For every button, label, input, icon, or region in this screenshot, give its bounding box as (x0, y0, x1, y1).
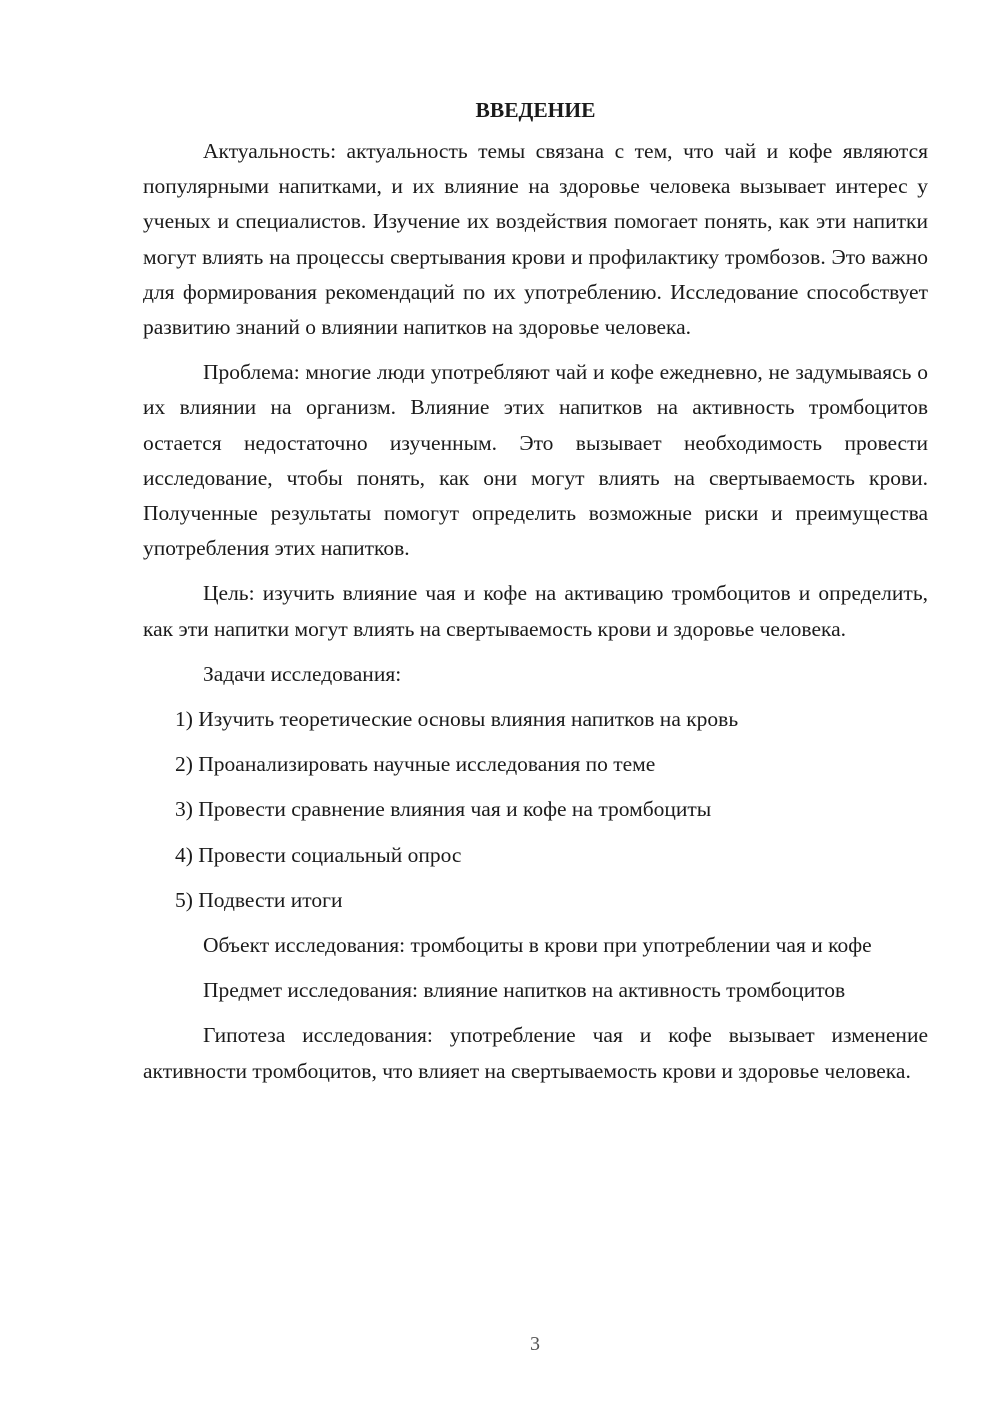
hypothesis-paragraph: Гипотеза исследования: употребление чая и кофе вызывает изменение активности тромбоцитов, что влияет на свертываемость крови и здоровье человека. (143, 1023, 928, 1083)
list-item: 3) Провести сравнение влияния чая и кофе на тромбоциты (175, 797, 712, 822)
subject-paragraph: Предмет исследования: влияние напитков на активность тромбоцитов (203, 978, 846, 1003)
list-item: 1) Изучить теоретические основы влияния напитков на кровь (175, 707, 739, 732)
problem-paragraph: Проблема: многие люди употребляют чай и кофе ежедневно, не задумываясь о их влиянии на организм. Влияние этих напитков на активность тромбоцитов остается недостаточно изученным. Это вызывает необходимость провести исследование, чтобы понять, как они могут влиять на свертываемость крови. Полученные результаты помогут определить возможные риски и преимущества употребления этих напитков. (143, 360, 928, 561)
page-title: ВВЕДЕНИЕ (475, 98, 596, 122)
relevance-paragraph: Актуальность: актуальность темы связана с тем, что чай и кофе являются популярными напитками, и их влияние на здоровье человека вызывает интерес у ученых и специалистов. Изучение их воздействия помогает понять, как эти напитки могут влиять на процессы свертывания крови и профилактику тромбозов. Это важно для формирования рекомендаций по их употреблению. Исследование способствует развитию знаний о влиянии напитков на здоровье человека. (143, 139, 928, 340)
object-paragraph: Объект исследования: тромбоциты в крови при употреблении чая и кофе (203, 933, 872, 958)
task-list (143, 702, 928, 918)
list-item: 4) Провести социальный опрос (175, 842, 462, 867)
page-number: 3 (530, 1333, 540, 1355)
list-item: 2) Проанализировать научные исследования по теме (175, 752, 656, 777)
document-page (143, 94, 928, 1099)
goal-paragraph: Цель: изучить влияние чая и кофе на активацию тромбоцитов и определить, как эти напитки могут влиять на свертываемость крови и здоровье человека. (143, 581, 928, 641)
list-item: 5) Подвести итоги (175, 887, 343, 912)
tasks-label: Задачи исследования: (203, 661, 402, 686)
